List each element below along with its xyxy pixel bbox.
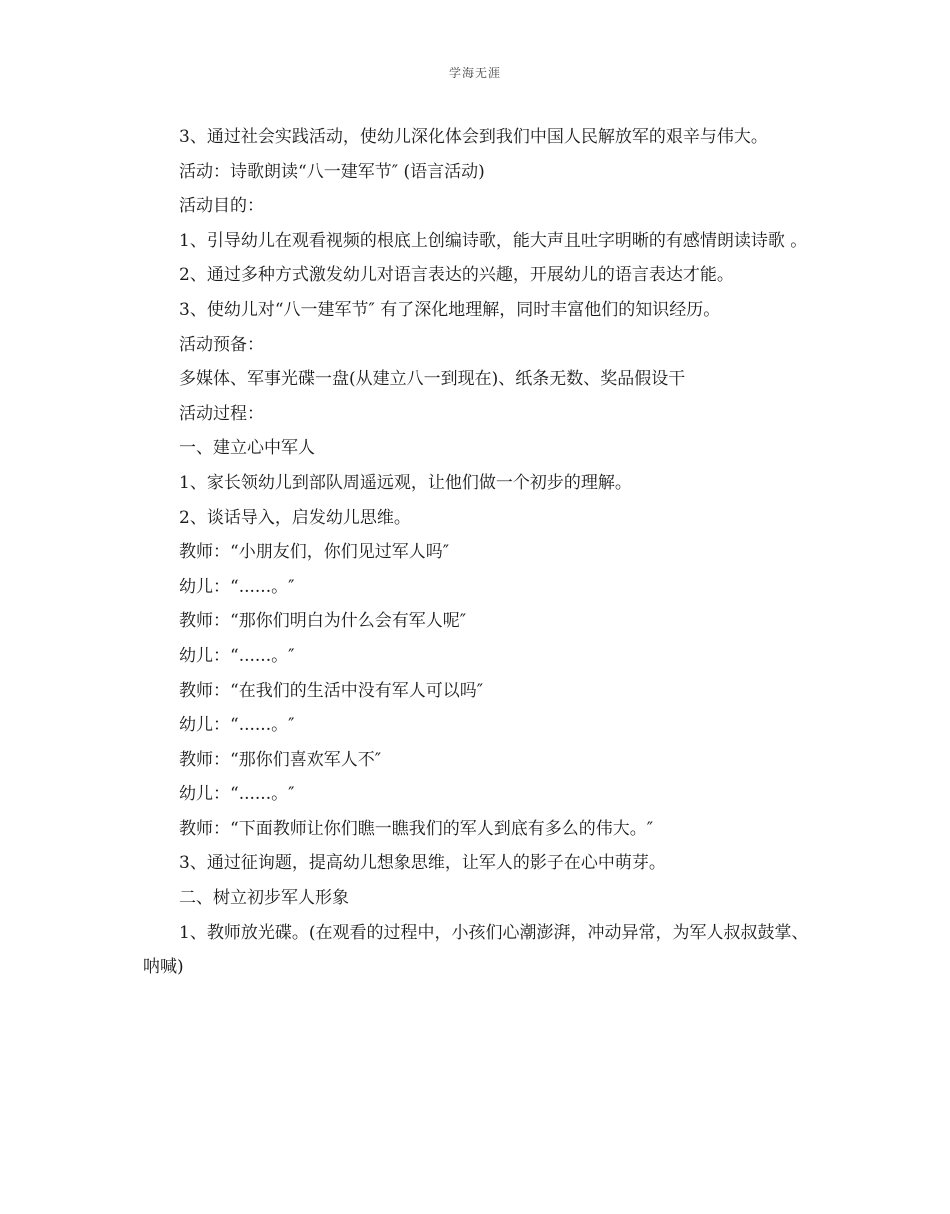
- paragraph: 1、引导幼儿在观看视频的根底上创编诗歌，能大声且吐字明晰的有感情朗读诗歌 。: [179, 230, 808, 251]
- paragraph: 2、谈话导入，启发幼儿思维。: [179, 507, 411, 528]
- paragraph: 2、通过多种方式激发幼儿对语言表达的兴趣，开展幼儿的语言表达才能。: [179, 265, 734, 286]
- document-body: [143, 120, 813, 985]
- paragraph: 活动：诗歌朗读“八一建军节″ (语言活动): [179, 161, 485, 182]
- paragraph: 活动预备：: [179, 334, 264, 355]
- paragraph: 3、通过征询题，提高幼儿想象思维，让军人的影子在心中萌芽。: [179, 853, 666, 874]
- paragraph: 幼儿：“......。″: [179, 784, 295, 805]
- paragraph: 活动目的：: [179, 196, 264, 217]
- paragraph: 教师：“那你们明白为什么会有军人呢″: [179, 611, 467, 632]
- paragraph: 1、家长领幼儿到部队周遥远观，让他们做一个初步的理解。: [179, 472, 632, 493]
- paragraph: 教师：“在我们的生活中没有军人可以吗″: [179, 680, 484, 701]
- paragraph: 教师：“那你们喜欢军人不″: [179, 749, 382, 770]
- paragraph: 教师：“小朋友们，你们见过军人吗″: [179, 542, 450, 563]
- page-header: 学海无涯: [448, 66, 501, 80]
- paragraph: 幼儿：“......。″: [179, 645, 295, 666]
- paragraph: 1、教师放光碟。(在观看的过程中，小孩们心潮澎湃，冲动异常，为军人叔叔鼓掌、呐喊): [143, 922, 809, 978]
- paragraph: 一、建立心中军人: [179, 438, 315, 459]
- paragraph: 幼儿：“......。″: [179, 715, 295, 736]
- paragraph: 教师：“下面教师让你们瞧一瞧我们的军人到底有多么的伟大。″: [179, 818, 654, 839]
- paragraph: 多媒体、军事光碟一盘(从建立八一到现在)、纸条无数、奖品假设干: [179, 369, 686, 390]
- paragraph: 3、通过社会实践活动，使幼儿深化体会到我们中国人民解放军的艰辛与伟大。: [179, 127, 768, 147]
- paragraph: 活动过程：: [179, 403, 264, 424]
- paragraph: 幼儿：“......。″: [179, 576, 295, 597]
- paragraph: 二、树立初步军人形象: [179, 888, 349, 909]
- paragraph: 3、使幼儿对“八一建军节″ 有了深化地理解，同时丰富他们的知识经历。: [179, 299, 721, 320]
